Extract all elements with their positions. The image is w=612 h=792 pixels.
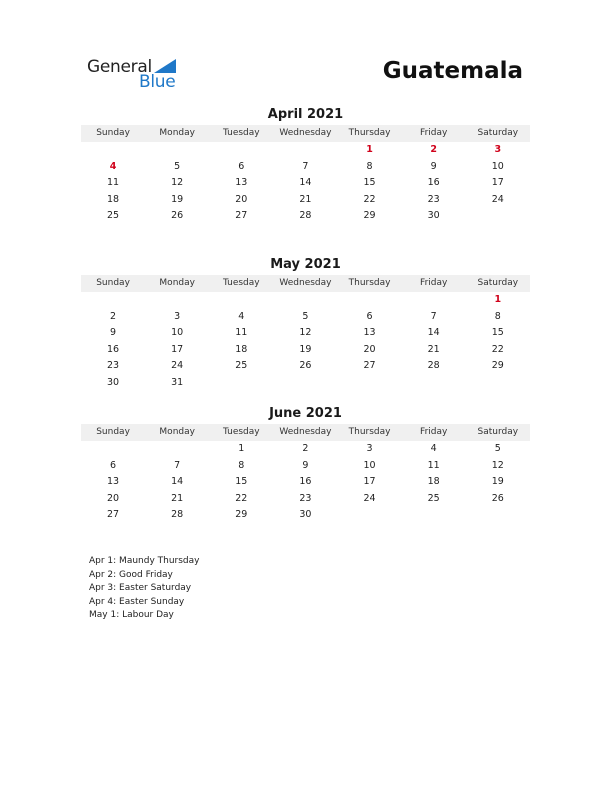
weekday-label: Friday [420,128,448,138]
empty-day-cell [273,375,337,392]
day-cell: 30 [427,210,440,221]
week-row [81,292,530,309]
weekday-header-row [81,125,530,142]
day-cell: 24 [171,360,184,371]
day-cell: 17 [171,343,184,355]
day-cell: 2 [430,144,437,155]
day-cell: 6 [238,160,245,172]
month-calendar-may [81,256,530,391]
weekday-label: Monday [159,278,195,288]
day-cell: 10 [363,459,376,471]
week-row [81,358,530,375]
month-title: April 2021 [267,107,344,122]
day-cell: 31 [171,376,184,388]
day-cell: 25 [427,492,440,504]
day-cell: 28 [427,360,440,371]
day-cell: 30 [299,509,312,520]
day-cell: 11 [427,459,440,471]
day-cell: 4 [109,160,117,172]
weekday-label: Friday [420,427,448,437]
day-cell: 16 [427,177,440,188]
day-cell: 5 [494,443,501,454]
day-cell: 29 [235,509,248,520]
day-cell: 28 [171,509,184,520]
day-cell: 6 [366,310,373,322]
day-cell: 2 [302,443,309,454]
weekday-label: Saturday [477,128,519,138]
empty-day-cell [402,375,466,392]
day-cell: 29 [363,210,376,221]
day-cell: 28 [299,210,312,221]
weekday-label: Thursday [348,427,391,437]
day-cell: 7 [302,160,309,172]
day-cell: 18 [107,193,120,205]
empty-day-cell [81,292,145,309]
day-cell: 10 [491,160,504,172]
day-cell: 21 [171,492,184,504]
empty-day-cell [338,507,402,524]
day-cell: 12 [299,327,312,338]
empty-day-cell [273,292,337,309]
day-cell: 9 [302,459,309,471]
weekday-label: Sunday [96,128,130,138]
holiday-notes [89,555,200,623]
day-cell: 5 [174,160,181,172]
day-cell: 22 [491,343,504,355]
day-cell: 9 [110,327,117,338]
day-cell: 18 [427,476,440,487]
week-row [81,142,530,159]
day-cell: 23 [427,193,440,205]
weekday-label: Sunday [96,427,130,437]
day-cell: 7 [174,459,181,471]
day-cell: 13 [235,177,248,188]
day-cell: 2 [110,310,117,322]
empty-day-cell [209,375,273,392]
week-row [81,325,530,342]
day-cell: 13 [363,327,376,338]
day-cell: 20 [107,492,120,504]
day-cell: 23 [299,492,312,504]
holiday-note: Apr 1: Maundy Thursday [89,556,200,566]
weekday-header-row [81,275,530,292]
empty-day-cell [466,208,530,225]
day-cell: 11 [107,177,120,188]
day-cell: 11 [235,327,248,338]
day-cell: 15 [491,327,504,338]
day-cell: 23 [107,360,120,371]
day-cell: 15 [363,177,376,188]
day-cell: 1 [238,443,245,454]
day-cell: 12 [171,177,184,188]
holiday-note: Apr 3: Easter Saturday [89,583,192,594]
weekday-label: Tuesday [223,278,260,288]
month-title: June 2021 [269,406,342,421]
weekday-label: Friday [420,278,448,288]
weekday-label: Monday [159,128,195,138]
day-cell: 14 [427,327,440,338]
weekday-label: Sunday [96,278,130,288]
empty-day-cell [145,441,209,458]
day-cell: 14 [299,177,312,188]
weekday-label: Tuesday [223,128,260,138]
day-cell: 12 [491,459,504,471]
empty-day-cell [402,507,466,524]
weekday-label: Saturday [477,278,519,288]
logo-text-blue: Blue [139,72,176,92]
day-cell: 20 [363,343,376,355]
day-cell: 19 [491,476,504,487]
day-cell: 16 [299,476,312,487]
day-cell: 9 [430,160,437,172]
day-cell: 25 [235,360,248,371]
day-cell: 3 [494,144,502,155]
country-title: Guatemala [382,58,523,84]
holiday-note: May 1: Labour Day [89,610,174,621]
day-cell: 10 [171,327,184,338]
empty-day-cell [338,375,402,392]
day-cell: 17 [491,177,504,188]
empty-day-cell [466,375,530,392]
empty-day-cell [145,142,209,159]
day-cell: 17 [363,476,376,487]
day-cell: 8 [238,459,245,471]
day-cell: 26 [491,492,504,504]
week-row [81,342,530,359]
day-cell: 20 [235,193,248,205]
day-cell: 4 [430,443,437,454]
day-cell: 15 [235,476,248,487]
day-cell: 21 [299,193,312,205]
week-row [81,159,530,176]
logo-triangle-icon [154,59,176,73]
day-cell: 27 [363,360,376,371]
week-row [81,309,530,326]
day-cell: 30 [107,376,120,388]
day-cell: 22 [235,492,248,504]
day-cell: 19 [299,343,312,355]
day-cell: 25 [107,210,120,221]
month-title: May 2021 [270,257,341,272]
weekday-label: Wednesday [279,278,332,288]
day-cell: 3 [174,310,181,322]
week-row [81,208,530,225]
empty-day-cell [338,292,402,309]
day-cell: 8 [366,160,373,172]
empty-day-cell [209,142,273,159]
weekday-label: Monday [159,427,195,437]
empty-day-cell [273,142,337,159]
day-cell: 1 [494,294,502,305]
month-calendar-april [81,106,530,225]
empty-day-cell [145,292,209,309]
week-row [81,491,530,508]
empty-day-cell [209,292,273,309]
day-cell: 5 [302,310,309,322]
empty-day-cell [402,292,466,309]
day-cell: 26 [299,360,312,371]
day-cell: 8 [494,310,501,322]
day-cell: 29 [491,360,504,371]
day-cell: 19 [171,193,184,205]
empty-day-cell [81,441,145,458]
weekday-label: Thursday [348,128,391,138]
logo-text-general: General [87,57,152,77]
day-cell: 26 [171,210,184,221]
day-cell: 13 [107,476,120,487]
day-cell: 22 [363,193,376,205]
week-row [81,441,530,458]
day-cell: 18 [235,343,248,355]
empty-day-cell [81,142,145,159]
day-cell: 6 [110,459,117,471]
day-cell: 24 [491,193,504,205]
generalblue-logo [87,57,187,93]
day-cell: 16 [107,343,120,355]
week-row [81,175,530,192]
day-cell: 1 [366,144,373,155]
day-cell: 27 [235,210,248,221]
month-calendar-june [81,405,530,524]
weekday-label: Wednesday [279,128,332,138]
day-cell: 27 [107,509,120,520]
holiday-note: Apr 4: Easter Sunday [89,596,185,607]
weekday-label: Thursday [348,278,391,288]
empty-day-cell [466,507,530,524]
holiday-note: Apr 2: Good Friday [89,569,173,580]
week-row [81,375,530,392]
week-row [81,192,530,209]
day-cell: 3 [366,443,373,454]
weekday-label: Tuesday [223,427,260,437]
day-cell: 21 [427,343,440,355]
day-cell: 7 [430,310,437,322]
weekday-header-row [81,424,530,441]
day-cell: 4 [238,310,245,322]
day-cell: 14 [171,476,184,487]
week-row [81,474,530,491]
weekday-label: Wednesday [279,427,332,437]
weekday-label: Saturday [477,427,519,437]
week-row [81,458,530,475]
day-cell: 24 [363,492,376,504]
week-row [81,507,530,524]
